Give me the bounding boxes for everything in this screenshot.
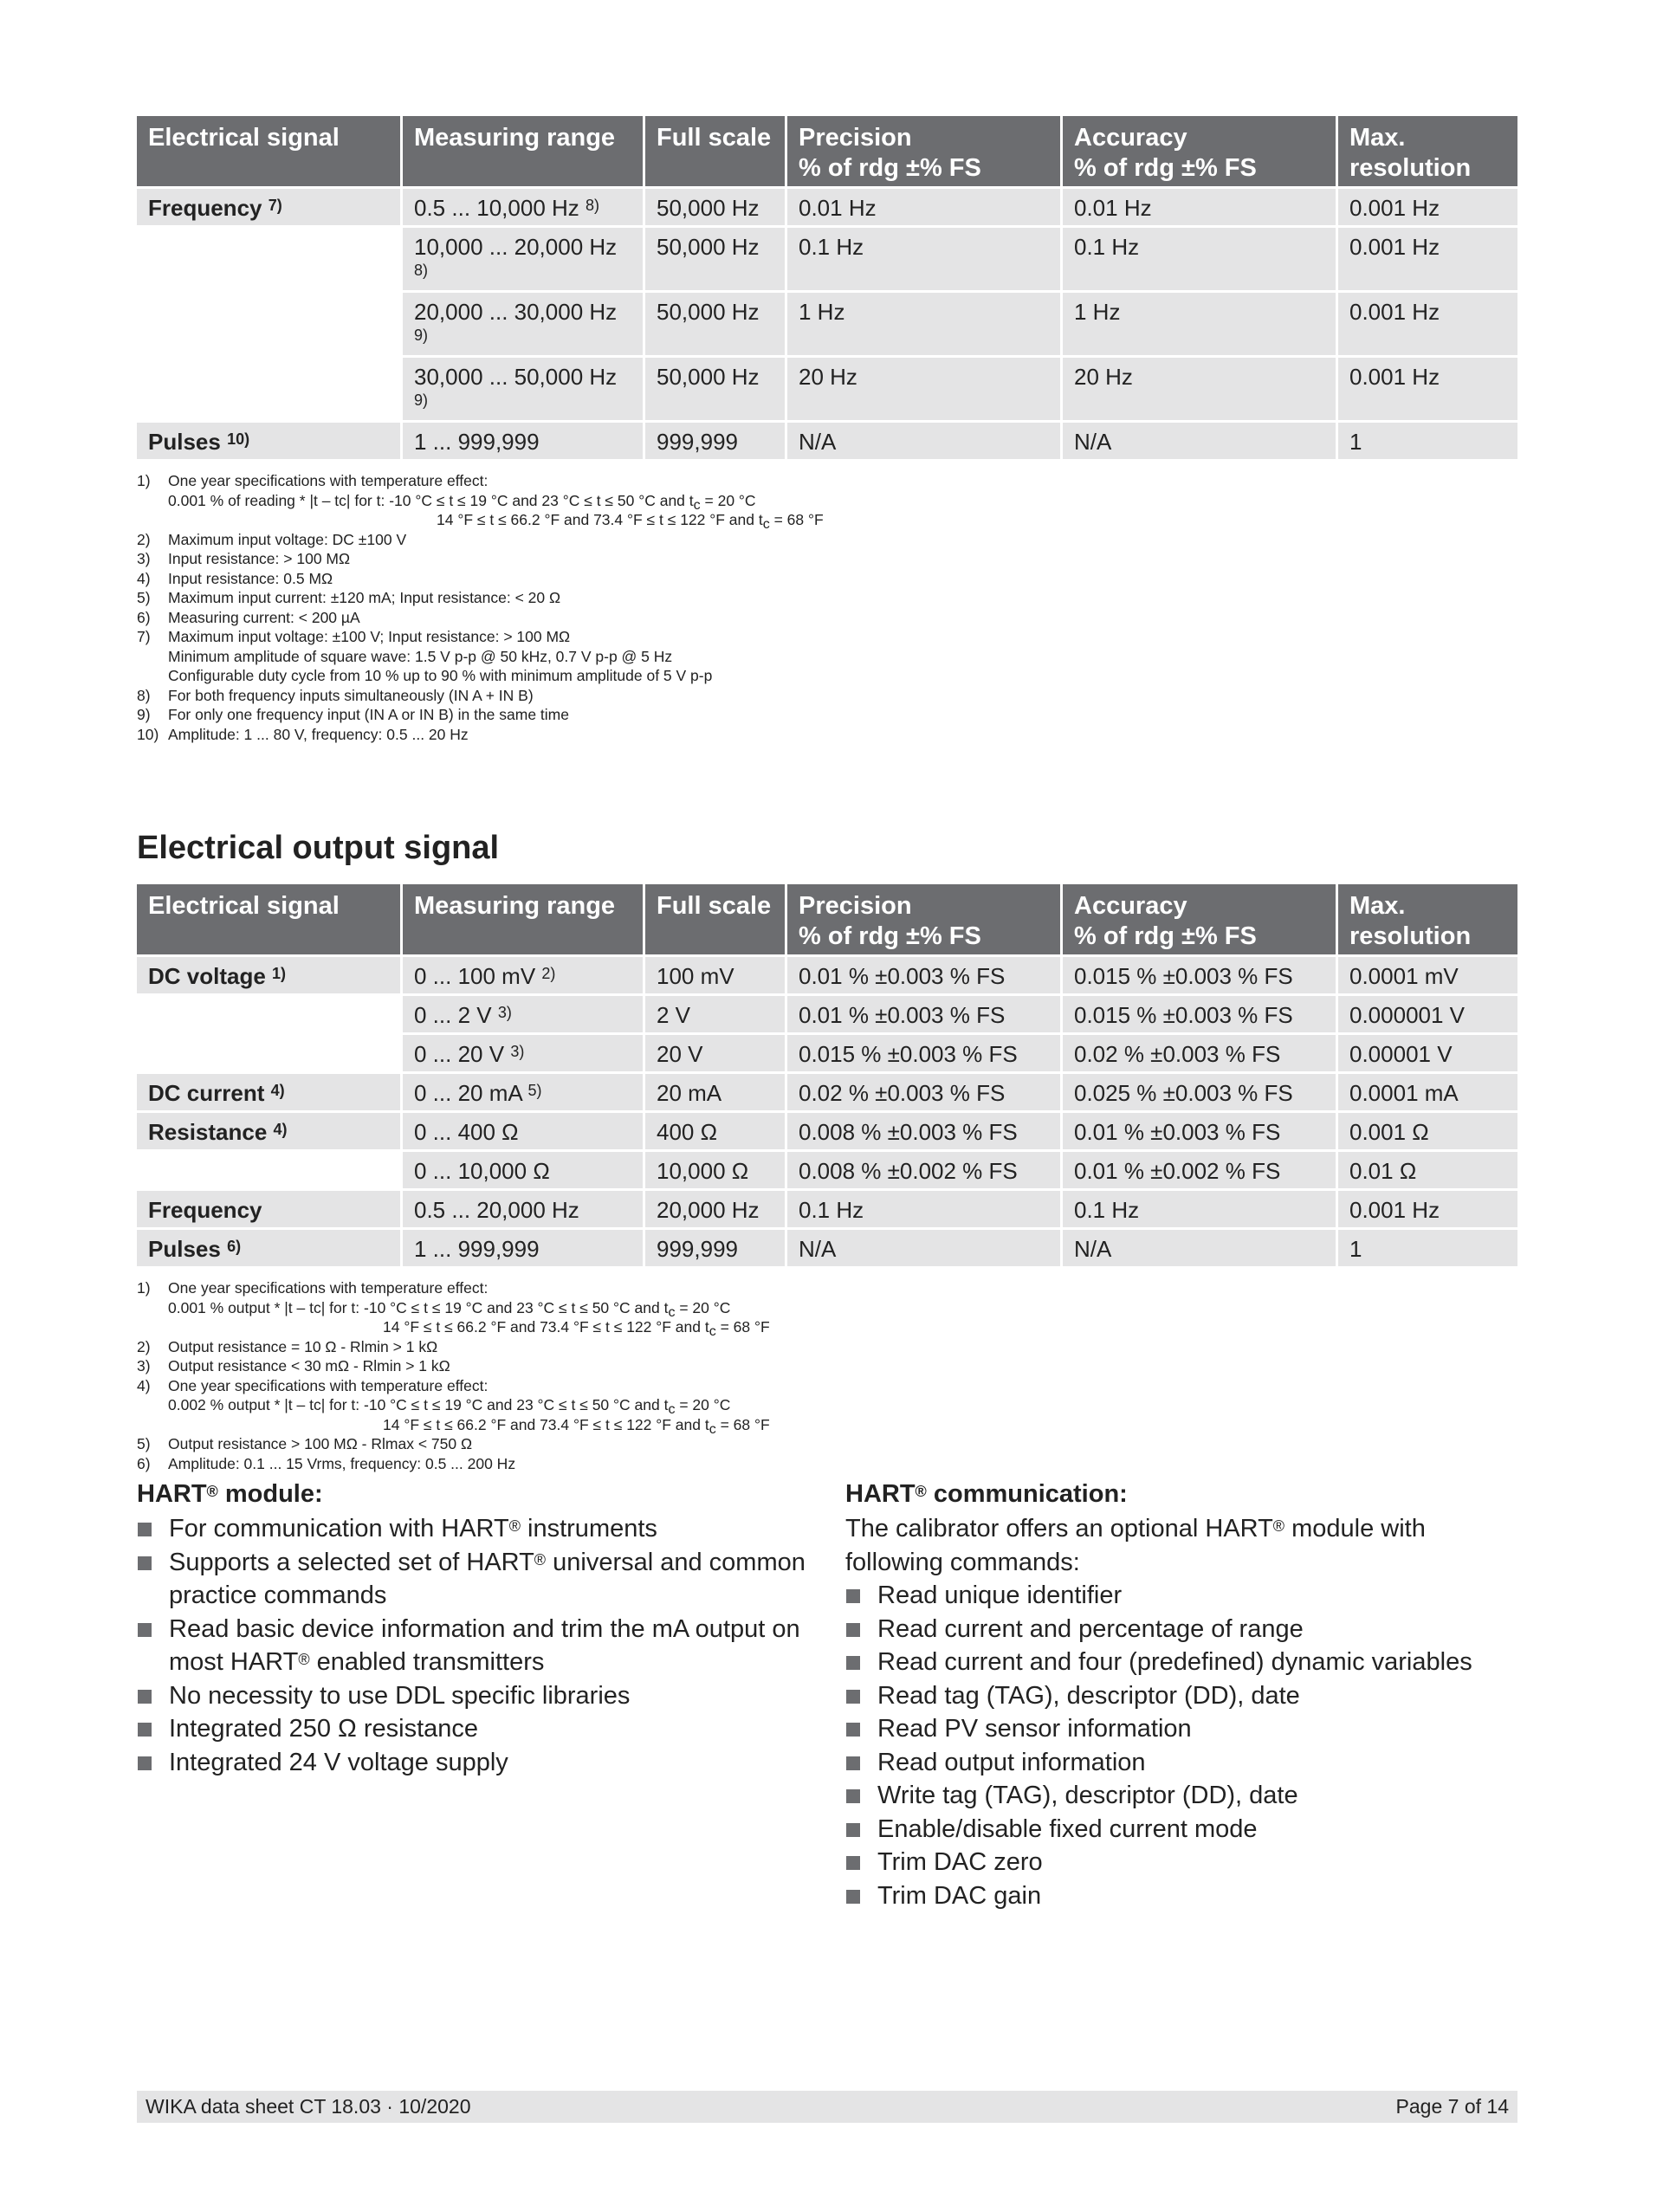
signal-name: Resistance bbox=[148, 1119, 268, 1145]
range-cell bbox=[403, 954, 645, 993]
footnote-number: 2) bbox=[137, 1337, 151, 1355]
range-value: 0 ... 20 V bbox=[414, 1041, 505, 1067]
list-item: Read basic device information and trim the mA output on most HART® enabled transmitters bbox=[137, 1613, 845, 1679]
footnote bbox=[137, 725, 1517, 745]
range-cell bbox=[403, 1032, 645, 1071]
header-electrical-signal: Electrical signal bbox=[137, 884, 403, 954]
accuracy-cell: 0.1 Hz bbox=[1063, 1188, 1338, 1227]
square-bullet-icon bbox=[138, 1690, 152, 1704]
square-bullet-icon bbox=[138, 1723, 152, 1737]
hart-section bbox=[137, 1478, 1517, 1912]
range-cell bbox=[403, 355, 645, 420]
signal-name: Frequency bbox=[148, 1197, 262, 1223]
precision-cell: 0.01 Hz bbox=[787, 186, 1063, 225]
accuracy-cell: 0.1 Hz bbox=[1063, 225, 1338, 290]
full-scale-cell: 2 V bbox=[645, 993, 787, 1032]
full-scale-cell: 50,000 Hz bbox=[645, 290, 787, 355]
input-signal-table bbox=[137, 116, 1517, 459]
table-row bbox=[137, 1149, 1517, 1188]
list-item: No necessity to use DDL specific libraries bbox=[137, 1679, 845, 1713]
footnote-text: Amplitude: 0.1 ... 15 Vrms, frequency: 0.5 ... 200 Hz bbox=[168, 1454, 516, 1472]
precision-cell: 0.1 Hz bbox=[787, 225, 1063, 290]
list-item: Read unique identifier bbox=[845, 1579, 1517, 1613]
row-label bbox=[137, 1188, 403, 1227]
square-bullet-icon bbox=[846, 1756, 860, 1770]
header-full-scale: Full scale bbox=[645, 116, 787, 186]
footnote-text: Input resistance: 0.5 MΩ bbox=[168, 569, 333, 587]
table-row bbox=[137, 1188, 1517, 1227]
square-bullet-icon bbox=[846, 1856, 860, 1870]
footnote-text: 14 °F ≤ t ≤ 66.2 °F and 73.4 °F ≤ t ≤ 122 °F and $t_c = 68$ °F bbox=[383, 1318, 770, 1339]
square-bullet-icon bbox=[846, 1789, 860, 1803]
header-max-resolution bbox=[1338, 884, 1517, 954]
list-item: Read output information bbox=[845, 1746, 1517, 1780]
input-footnotes bbox=[137, 471, 1517, 744]
range-cell bbox=[403, 290, 645, 355]
range-value: 0 ... 100 mV bbox=[414, 963, 536, 989]
footnote-number: 9) bbox=[137, 706, 151, 723]
list-item: Read PV sensor information bbox=[845, 1712, 1517, 1746]
precision-cell: 0.008 % ±0.003 % FS bbox=[787, 1110, 1063, 1149]
footnote-number: 8) bbox=[137, 686, 151, 704]
footer-doc-id: WIKA data sheet CT 18.03 · 10/2020 bbox=[146, 2095, 471, 2118]
footnote-number: 3) bbox=[137, 550, 151, 567]
table-row bbox=[137, 420, 1517, 459]
range-value: 0.5 ... 10,000 Hz bbox=[414, 195, 579, 221]
resolution-cell: 0.001 Hz bbox=[1338, 225, 1517, 290]
table-row bbox=[137, 1227, 1517, 1266]
resolution-cell: 1 bbox=[1338, 420, 1517, 459]
footnote bbox=[137, 1434, 1517, 1454]
precision-cell: 0.01 % ±0.003 % FS bbox=[787, 993, 1063, 1032]
table-row bbox=[137, 225, 1517, 290]
row-label bbox=[137, 420, 403, 459]
footnote-ref: 5) bbox=[527, 1082, 542, 1099]
signal-name: Pulses bbox=[148, 1236, 221, 1262]
header-accuracy-line2: % of rdg ±% FS bbox=[1074, 922, 1257, 950]
footnote-cont bbox=[137, 1415, 1517, 1435]
table-row bbox=[137, 993, 1517, 1032]
footnote bbox=[137, 627, 1517, 647]
footnote-ref: 9) bbox=[414, 391, 429, 409]
footnote-text: One year specifications with temperature effect: bbox=[168, 1279, 489, 1297]
hart-communication-column bbox=[845, 1478, 1517, 1912]
footnote-cont bbox=[137, 1395, 1517, 1415]
list-item: Integrated 250 Ω resistance bbox=[137, 1712, 845, 1746]
header-measuring-range: Measuring range bbox=[403, 116, 645, 186]
accuracy-cell: N/A bbox=[1063, 1227, 1338, 1266]
range-cell: 0.5 ... 20,000 Hz bbox=[403, 1188, 645, 1227]
footnote-number: 5) bbox=[137, 589, 151, 606]
full-scale-cell: 400 Ω bbox=[645, 1110, 787, 1149]
resolution-cell: 0.00001 V bbox=[1338, 1032, 1517, 1071]
output-section bbox=[137, 829, 1517, 1473]
square-bullet-icon bbox=[846, 1890, 860, 1904]
header-precision bbox=[787, 116, 1063, 186]
footnote-text: Measuring current: < 200 µA bbox=[168, 608, 360, 626]
footnote-text: 0.002 % output * |t – tc| for t: -10 °C ≤ t ≤ 19 °C and 23 °C ≤ t ≤ 50 °C and $t_c = 20$ °C bbox=[168, 1396, 731, 1417]
square-bullet-icon bbox=[846, 1589, 860, 1603]
header-max-line1: Max. bbox=[1349, 892, 1406, 920]
precision-cell: N/A bbox=[787, 1227, 1063, 1266]
header-max-line2: resolution bbox=[1349, 922, 1472, 950]
list-item: Trim DAC zero bbox=[845, 1846, 1517, 1879]
table-row bbox=[137, 1110, 1517, 1149]
full-scale-cell: 50,000 Hz bbox=[645, 186, 787, 225]
accuracy-cell: 0.01 % ±0.003 % FS bbox=[1063, 1110, 1338, 1149]
footnote-text: Maximum input current: ±120 mA; Input resistance: < 20 Ω bbox=[168, 589, 561, 606]
table-row bbox=[137, 1071, 1517, 1110]
footnote-text: 0.001 % output * |t – tc| for t: -10 °C ≤ t ≤ 19 °C and 23 °C ≤ t ≤ 50 °C and $t_c = 20$ °C bbox=[168, 1298, 731, 1320]
range-value: 10,000 ... 20,000 Hz bbox=[414, 234, 618, 260]
row-label bbox=[137, 1227, 403, 1266]
header-accuracy-line1: Accuracy bbox=[1074, 124, 1187, 152]
footnote-ref: 2) bbox=[541, 965, 556, 982]
full-scale-cell: 10,000 Ω bbox=[645, 1149, 787, 1188]
full-scale-cell: 999,999 bbox=[645, 1227, 787, 1266]
row-label bbox=[137, 954, 403, 993]
footnote-text: Configurable duty cycle from 10 % up to 90 % with minimum amplitude of 5 V p-p bbox=[168, 667, 713, 684]
resolution-cell: 1 bbox=[1338, 1227, 1517, 1266]
row-label-empty bbox=[137, 290, 403, 355]
header-measuring-range: Measuring range bbox=[403, 884, 645, 954]
row-label bbox=[137, 1071, 403, 1110]
footnote-ref: 7) bbox=[268, 197, 282, 214]
list-item: Enable/disable fixed current mode bbox=[845, 1813, 1517, 1847]
footnote-text: Output resistance = 10 Ω - Rlmin > 1 kΩ bbox=[168, 1337, 438, 1355]
square-bullet-icon bbox=[846, 1723, 860, 1737]
footnote-number: 1) bbox=[137, 1279, 151, 1297]
footnote bbox=[137, 608, 1517, 628]
footnote bbox=[137, 686, 1517, 706]
accuracy-cell: 0.01 Hz bbox=[1063, 186, 1338, 225]
footnote-ref: 8) bbox=[586, 197, 600, 214]
precision-cell: 0.015 % ±0.003 % FS bbox=[787, 1032, 1063, 1071]
table-row bbox=[137, 954, 1517, 993]
resolution-cell: 0.001 Hz bbox=[1338, 355, 1517, 420]
signal-name: DC current bbox=[148, 1080, 265, 1106]
footnote bbox=[137, 549, 1517, 569]
range-value: 30,000 ... 50,000 Hz bbox=[414, 364, 618, 390]
footnote-text: 14 °F ≤ t ≤ 66.2 °F and 73.4 °F ≤ t ≤ 122 °F and $t_c = 68$ °F bbox=[383, 1415, 770, 1437]
precision-cell: 0.1 Hz bbox=[787, 1188, 1063, 1227]
list-item: Read current and percentage of range bbox=[845, 1613, 1517, 1646]
footnote-number: 3) bbox=[137, 1357, 151, 1374]
footnote-ref: 9) bbox=[414, 327, 429, 344]
square-bullet-icon bbox=[138, 1523, 152, 1536]
header-full-scale: Full scale bbox=[645, 884, 787, 954]
accuracy-cell: N/A bbox=[1063, 420, 1338, 459]
footnote bbox=[137, 1454, 1517, 1474]
signal-name: DC voltage bbox=[148, 963, 266, 989]
accuracy-cell: 0.02 % ±0.003 % FS bbox=[1063, 1032, 1338, 1071]
footnote-text: Minimum amplitude of square wave: 1.5 V p-p @ 50 kHz, 0.7 V p-p @ 5 Hz bbox=[168, 647, 673, 665]
square-bullet-icon bbox=[846, 1690, 860, 1704]
hart-module-column bbox=[137, 1478, 845, 1912]
square-bullet-icon bbox=[138, 1756, 152, 1770]
table-header-row bbox=[137, 116, 1517, 186]
footnote-text: One year specifications with temperature effect: bbox=[168, 472, 489, 489]
hart-commands-list bbox=[845, 1579, 1517, 1912]
full-scale-cell: 50,000 Hz bbox=[645, 355, 787, 420]
row-label-empty bbox=[137, 1149, 403, 1188]
table-row bbox=[137, 186, 1517, 225]
hart-module-list bbox=[137, 1512, 845, 1779]
accuracy-cell: 20 Hz bbox=[1063, 355, 1338, 420]
footnote bbox=[137, 1337, 1517, 1357]
precision-cell: 0.01 % ±0.003 % FS bbox=[787, 954, 1063, 993]
header-precision-line2: % of rdg ±% FS bbox=[799, 154, 981, 182]
footnote bbox=[137, 1356, 1517, 1376]
range-cell bbox=[403, 1071, 645, 1110]
resolution-cell: 0.000001 V bbox=[1338, 993, 1517, 1032]
list-item: Write tag (TAG), descriptor (DD), date bbox=[845, 1779, 1517, 1813]
square-bullet-icon bbox=[138, 1556, 152, 1570]
table-row bbox=[137, 355, 1517, 420]
footnote-number: 10) bbox=[137, 725, 159, 743]
signal-name: Frequency bbox=[148, 195, 262, 221]
range-value: 0 ... 2 V bbox=[414, 1002, 492, 1028]
footnote-text: Maximum input voltage: DC ±100 V bbox=[168, 530, 407, 548]
footnote-ref: 4) bbox=[270, 1082, 285, 1099]
full-scale-cell: 50,000 Hz bbox=[645, 225, 787, 290]
footer-page-number: Page 7 of 14 bbox=[1395, 2095, 1509, 2118]
row-label-empty bbox=[137, 993, 403, 1032]
footnote-text: For both frequency inputs simultaneously (IN A + IN B) bbox=[168, 686, 534, 704]
list-item: Integrated 24 V voltage supply bbox=[137, 1746, 845, 1780]
list-item: Read current and four (predefined) dynamic variables bbox=[845, 1646, 1517, 1679]
header-precision-line1: Precision bbox=[799, 892, 912, 920]
header-electrical-signal: Electrical signal bbox=[137, 116, 403, 186]
footnote-text: Output resistance > 100 MΩ - Rlmax < 750 Ω bbox=[168, 1435, 473, 1452]
footnote bbox=[137, 1278, 1517, 1298]
square-bullet-icon bbox=[138, 1623, 152, 1637]
full-scale-cell: 999,999 bbox=[645, 420, 787, 459]
full-scale-cell: 20,000 Hz bbox=[645, 1188, 787, 1227]
square-bullet-icon bbox=[846, 1656, 860, 1670]
list-item: Read tag (TAG), descriptor (DD), date bbox=[845, 1679, 1517, 1713]
header-accuracy bbox=[1063, 116, 1338, 186]
signal-name: Pulses bbox=[148, 429, 221, 455]
footnote-cont bbox=[137, 1317, 1517, 1337]
accuracy-cell: 1 Hz bbox=[1063, 290, 1338, 355]
footnote-cont bbox=[137, 491, 1517, 511]
range-value: 20,000 ... 30,000 Hz bbox=[414, 299, 618, 325]
header-max-line1: Max. bbox=[1349, 124, 1406, 152]
footnote-number: 4) bbox=[137, 1376, 151, 1394]
range-cell: 0 ... 400 Ω bbox=[403, 1110, 645, 1149]
accuracy-cell: 0.015 % ±0.003 % FS bbox=[1063, 993, 1338, 1032]
table-header-row bbox=[137, 884, 1517, 954]
range-cell: 1 ... 999,999 bbox=[403, 420, 645, 459]
full-scale-cell: 20 V bbox=[645, 1032, 787, 1071]
footnote bbox=[137, 569, 1517, 589]
table-row bbox=[137, 290, 1517, 355]
row-label bbox=[137, 186, 403, 225]
resolution-cell: 0.0001 mA bbox=[1338, 1071, 1517, 1110]
hart-module-title: HART® module: bbox=[137, 1480, 323, 1508]
footnote-ref: 10) bbox=[227, 430, 250, 448]
range-cell bbox=[403, 225, 645, 290]
footnote-cont bbox=[137, 666, 1517, 686]
footnote-number: 6) bbox=[137, 608, 151, 626]
footnote-text: Output resistance < 30 mΩ - Rlmin > 1 kΩ bbox=[168, 1357, 450, 1374]
footnote-cont bbox=[137, 647, 1517, 667]
footnote-text: One year specifications with temperature effect: bbox=[168, 1376, 489, 1394]
footnote-number: 1) bbox=[137, 472, 151, 489]
footnote-number: 6) bbox=[137, 1454, 151, 1472]
footnote-ref: 6) bbox=[227, 1238, 242, 1255]
table-row bbox=[137, 1032, 1517, 1071]
header-precision-line2: % of rdg ±% FS bbox=[799, 922, 981, 950]
row-label-empty bbox=[137, 225, 403, 290]
footnote-ref: 3) bbox=[497, 1004, 512, 1021]
footnote-cont bbox=[137, 510, 1517, 530]
footnote-ref: 8) bbox=[414, 262, 429, 279]
accuracy-cell: 0.015 % ±0.003 % FS bbox=[1063, 954, 1338, 993]
precision-cell: 0.02 % ±0.003 % FS bbox=[787, 1071, 1063, 1110]
footnote-number: 4) bbox=[137, 569, 151, 587]
footnote bbox=[137, 705, 1517, 725]
range-cell bbox=[403, 993, 645, 1032]
footnote-number: 2) bbox=[137, 530, 151, 548]
square-bullet-icon bbox=[846, 1623, 860, 1637]
row-label-empty bbox=[137, 1032, 403, 1071]
resolution-cell: 0.001 Hz bbox=[1338, 186, 1517, 225]
hart-communication-intro: The calibrator offers an optional HART® module with following commands: bbox=[845, 1515, 1426, 1576]
page-footer bbox=[137, 2091, 1517, 2123]
resolution-cell: 0.001 Hz bbox=[1338, 1188, 1517, 1227]
header-accuracy-line2: % of rdg ±% FS bbox=[1074, 154, 1257, 182]
range-cell: 1 ... 999,999 bbox=[403, 1227, 645, 1266]
resolution-cell: 0.01 Ω bbox=[1338, 1149, 1517, 1188]
footnote-ref: 1) bbox=[272, 965, 287, 982]
list-item: Trim DAC gain bbox=[845, 1879, 1517, 1913]
precision-cell: 0.008 % ±0.002 % FS bbox=[787, 1149, 1063, 1188]
accuracy-cell: 0.01 % ±0.002 % FS bbox=[1063, 1149, 1338, 1188]
output-footnotes bbox=[137, 1278, 1517, 1473]
precision-cell: N/A bbox=[787, 420, 1063, 459]
footnote bbox=[137, 530, 1517, 550]
footnote bbox=[137, 588, 1517, 608]
footnote-text: 0.001 % of reading * |t – tc| for t: -10 °C ≤ t ≤ 19 °C and 23 °C ≤ t ≤ 50 °C and $t_c = 20$ °C bbox=[168, 491, 756, 513]
footnote-text: Input resistance: > 100 MΩ bbox=[168, 550, 351, 567]
precision-cell: 20 Hz bbox=[787, 355, 1063, 420]
footnote bbox=[137, 1376, 1517, 1396]
footnote-number: 5) bbox=[137, 1435, 151, 1452]
footnote bbox=[137, 471, 1517, 491]
footnote-text: Amplitude: 1 ... 80 V, frequency: 0.5 ... 20 Hz bbox=[168, 725, 469, 743]
section-title: Electrical output signal bbox=[137, 830, 500, 866]
full-scale-cell: 100 mV bbox=[645, 954, 787, 993]
resolution-cell: 0.001 Hz bbox=[1338, 290, 1517, 355]
full-scale-cell: 20 mA bbox=[645, 1071, 787, 1110]
header-accuracy-line1: Accuracy bbox=[1074, 892, 1187, 920]
precision-cell: 1 Hz bbox=[787, 290, 1063, 355]
list-item: Supports a selected set of HART® universal and common practice commands bbox=[137, 1546, 845, 1613]
hart-communication-title: HART® communication: bbox=[845, 1480, 1128, 1508]
header-accuracy bbox=[1063, 884, 1338, 954]
footnote-text: 14 °F ≤ t ≤ 66.2 °F and 73.4 °F ≤ t ≤ 122 °F and $t_c = 68$ °F bbox=[437, 511, 824, 532]
row-label bbox=[137, 1110, 403, 1149]
square-bullet-icon bbox=[846, 1823, 860, 1837]
range-value: 0 ... 20 mA bbox=[414, 1080, 522, 1106]
header-precision bbox=[787, 884, 1063, 954]
range-cell: 0 ... 10,000 Ω bbox=[403, 1149, 645, 1188]
header-max-line2: resolution bbox=[1349, 154, 1472, 182]
resolution-cell: 0.001 Ω bbox=[1338, 1110, 1517, 1149]
resolution-cell: 0.0001 mV bbox=[1338, 954, 1517, 993]
footnote-ref: 3) bbox=[510, 1043, 525, 1060]
page bbox=[137, 116, 1517, 1473]
range-cell bbox=[403, 186, 645, 225]
row-label-empty bbox=[137, 355, 403, 420]
header-max-resolution bbox=[1338, 116, 1517, 186]
footnote-text: Maximum input voltage: ±100 V; Input resistance: > 100 MΩ bbox=[168, 628, 571, 645]
footnote-number: 7) bbox=[137, 628, 151, 645]
output-signal-table bbox=[137, 884, 1517, 1266]
list-item: For communication with HART® instruments bbox=[137, 1512, 845, 1546]
footnote-text: For only one frequency input (IN A or IN B) in the same time bbox=[168, 706, 569, 723]
footnote-cont bbox=[137, 1298, 1517, 1318]
header-precision-line1: Precision bbox=[799, 124, 912, 152]
footnote-ref: 4) bbox=[273, 1121, 288, 1138]
accuracy-cell: 0.025 % ±0.003 % FS bbox=[1063, 1071, 1338, 1110]
